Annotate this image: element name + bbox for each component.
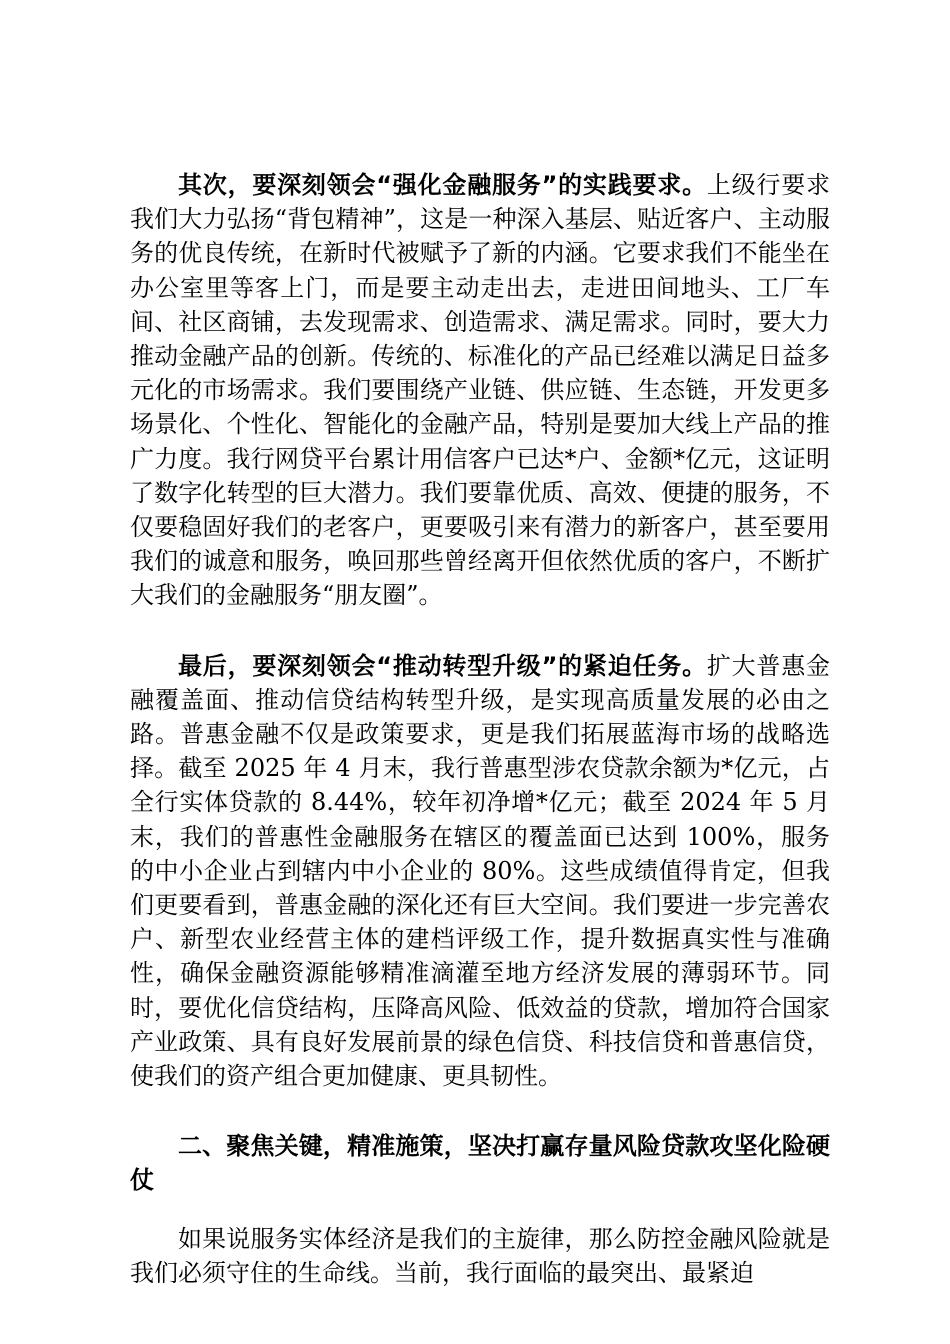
paragraph-text: 如果说服务实体经济是我们的主旋律，那么防控金融风险就是我们必须守住的生命线。当前，我行面临的最突出、最紧迫 <box>130 1224 830 1287</box>
paragraph-lead: 最后，要深刻领会“推动转型升级”的紧迫任务。 <box>178 651 707 680</box>
paragraph-text: 扩大普惠金融覆盖面、推动信贷结构转型升级，是实现高质量发展的必由之路。普惠金融不仅是政策要求，更是我们拓展蓝海市场的战略选择。截至 2025 年 4 月末，我行普惠型涉农贷款余额为*亿元，占全行实体贷款的 8.44%，较年初净增*亿元；截至 2024 年 5 月末，我们的普惠性金融服务在辖区的覆盖面已达到 100%，服务的中小企业占到辖内中小企业的 80%。这些成绩值得肯定，但我们更要看到，普惠金融的深化还有巨大空间。我们要进一步完善农户、新型农业经营主体的建档评级工作，提升数据真实性与准确性，确保金融资源能够精准滴灌至地方经济发展的薄弱环节。同时，要优化信贷结构，压降高风险、低效益的贷款，增加符合国家产业政策、具有良好发展前景的绿色信贷、科技信贷和普惠信贷，使我们的资产组合更加健康、更具韧性。 <box>130 651 831 1091</box>
paragraph-text: 上级行要求我们大力弘扬“背包精神”，这是一种深入基层、贴近客户、主动服务的优良传统，在新时代被赋予了新的内涵。它要求我们不能坐在办公室里等客上门，而是要主动走出去，走进田间地头、工厂车间、社区商铺，去发现需求、创造需求、满足需求。同时，要大力推动金融产品的创新。传统的、标准化的产品已经难以满足日益多元化的市场需求。我们要围绕产业链、供应链、生态链，开发更多场景化、个性化、智能化的金融产品，特别是要加大线上产品的推广力度。我行网贷平台累计用信客户已达*户、金额*亿元，这证明了数字化转型的巨大潜力。我们要靠优质、高效、便捷的服务，不仅要稳固好我们的老客户，更要吸引来有潜力的新客户，甚至要用我们的诚意和服务，唤回那些曾经离开但依然优质的客户，不断扩大我们的金融服务“朋友圈”。 <box>130 171 831 610</box>
paragraph-transformation <box>130 649 830 1094</box>
paragraph-financial-services <box>130 168 830 613</box>
paragraph-risk-intro <box>130 1222 830 1290</box>
paragraph-lead: 其次，要深刻领会“强化金融服务”的实践要求。 <box>178 171 707 199</box>
document-body <box>130 168 830 1290</box>
section-heading: 二、聚焦关键，精准施策，坚决打赢存量风险贷款攻坚化险硬仗 <box>130 1132 830 1195</box>
